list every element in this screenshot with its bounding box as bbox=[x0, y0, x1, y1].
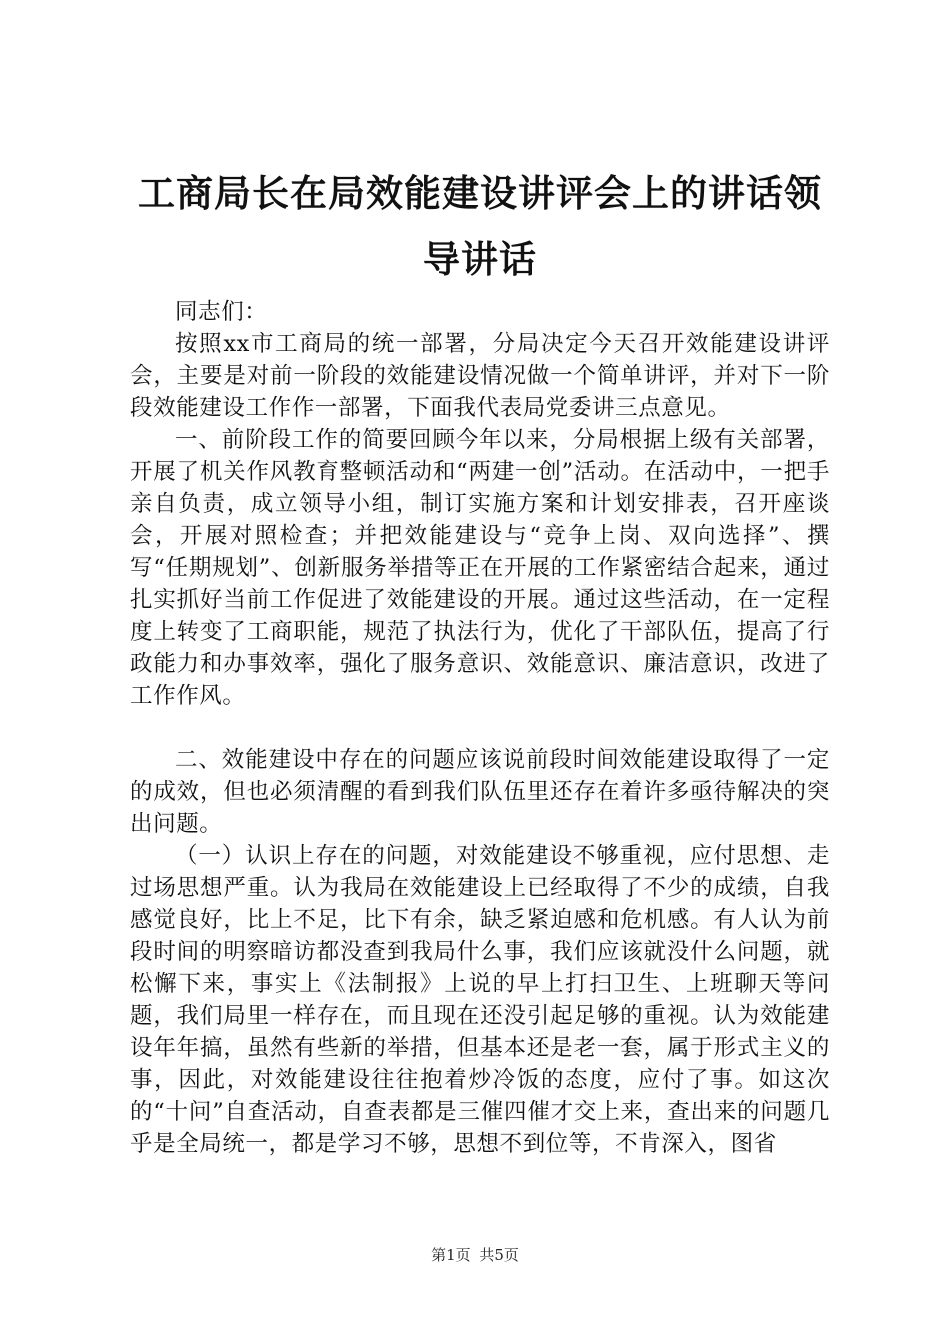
page-number: 第1页 bbox=[431, 1246, 471, 1264]
problems-paragraph: 二、效能建设中存在的问题应该说前段时间效能建设取得了一定的成效，但也必须清醒的看到我们队伍里还存在着许多亟待解决的突出问题。 bbox=[130, 747, 830, 837]
intro-paragraph: 按照xx市工商局的统一部署，分局决定今天召开效能建设讲评会，主要是对前一阶段的效能建设情况做一个简单讲评，并对下一阶段效能建设工作作一部署，下面我代表局党委讲三点意见。 bbox=[130, 331, 830, 421]
review-paragraph: 一、前阶段工作的简要回顾今年以来，分局根据上级有关部署，开展了机关作风教育整顿活动和“两建一创”活动。在活动中，一把手亲自负责，成立领导小组，制订实施方案和计划安排表，召开座谈会，开展对照检查；并把效能建设与“竞争上岗、双向选择”、撰写“任期规划”、创新服务举措等正在开展的工作紧密结合起来，通过扎实抓好当前工作促进了效能建设的开展。通过这些活动，在一定程度上转变了工商职能，规范了执法行为，优化了干部队伍，提高了行政能力和办事效率，强化了服务意识、效能意识、廉洁意识，改进了工作作风。 bbox=[130, 427, 830, 709]
document-body bbox=[130, 296, 830, 1160]
page-footer bbox=[0, 1243, 950, 1267]
awareness-issue-paragraph: （一）认识上存在的问题，对效能建设不够重视，应付思想、走过场思想严重。认为我局在效能建设上已经取得了不少的成绩，自我感觉良好，比上不足，比下有余，缺乏紧迫感和危机感。有人认为前段时间的明察暗访都没查到我局什么事，我们应该就没什么问题，就松懈下来，事实上《法制报》上说的早上打扫卫生、上班聊天等问题，我们局里一样存在，而且现在还没引起足够的重视。认为效能建设年年搞，虽然有些新的举措，但基本还是老一套，属于形式主义的事，因此，对效能建设往往抱着炒冷饭的态度，应付了事。如这次的“十问”自查活动，自查表都是三催四催才交上来，查出来的问题几乎是全局统一，都是学习不够，思想不到位等，不肯深入，图省 bbox=[130, 843, 830, 1157]
salutation-paragraph: 同志们： bbox=[175, 299, 268, 325]
page-total: 共5页 bbox=[479, 1246, 519, 1264]
document-title: 工商局长在局效能建设讲评会上的讲话领导讲话 bbox=[138, 171, 822, 281]
